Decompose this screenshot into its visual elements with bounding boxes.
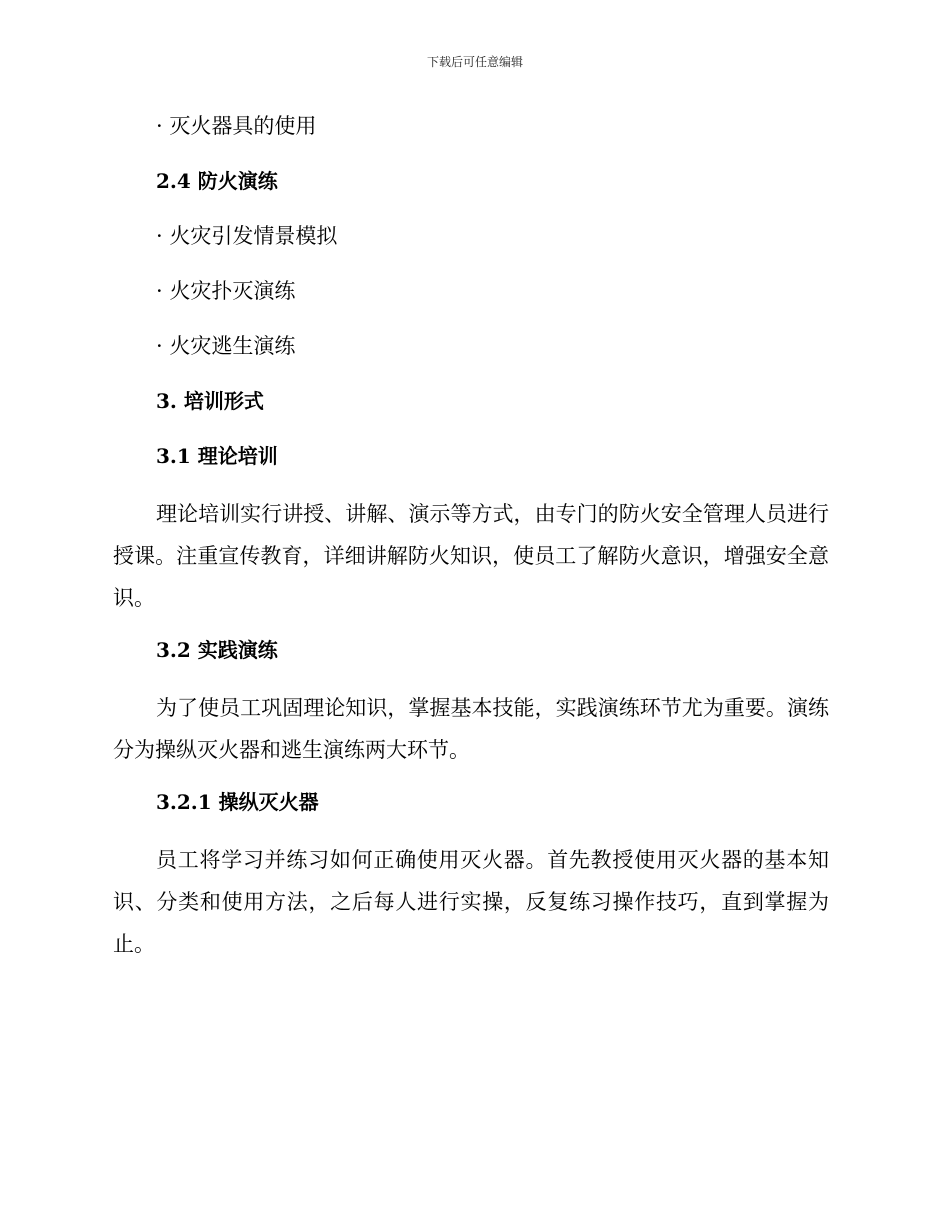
section-heading: 3. 培训形式 [156,389,264,413]
section-heading: 3.2 实践演练 [156,638,278,662]
section-heading: 3.2.1 操纵灭火器 [156,790,319,814]
section-heading: 2.4 防火演练 [156,169,278,193]
bullet-item: · 火灾扑灭演练 [156,279,296,303]
body-paragraph: 员工将学习并练习如何正确使用灭火器。首先教授使用灭火器的基本知识、分类和使用方法，之后每人进行实操，反复练习操作技巧，直到掌握为止。 [113,848,829,956]
body-paragraph: 为了使员工巩固理论知识，掌握基本技能，实践演练环节尤为重要。演练分为操纵灭火器和逃生演练两大环节。 [113,696,829,762]
body-paragraph: 理论培训实行讲授、讲解、演示等方式，由专门的防火安全管理人员进行授课。注重宣传教育，详细讲解防火知识，使员工了解防火意识，增强安全意识。 [113,502,829,610]
document-body [113,108,829,978]
section-heading: 3.1 理论培训 [156,444,278,468]
bullet-item: · 火灾逃生演练 [156,334,296,358]
bullet-item: · 火灾引发情景模拟 [156,224,338,248]
page-header: 下载后可任意编辑 [426,55,523,69]
bullet-item: · 灭火器具的使用 [156,114,317,138]
